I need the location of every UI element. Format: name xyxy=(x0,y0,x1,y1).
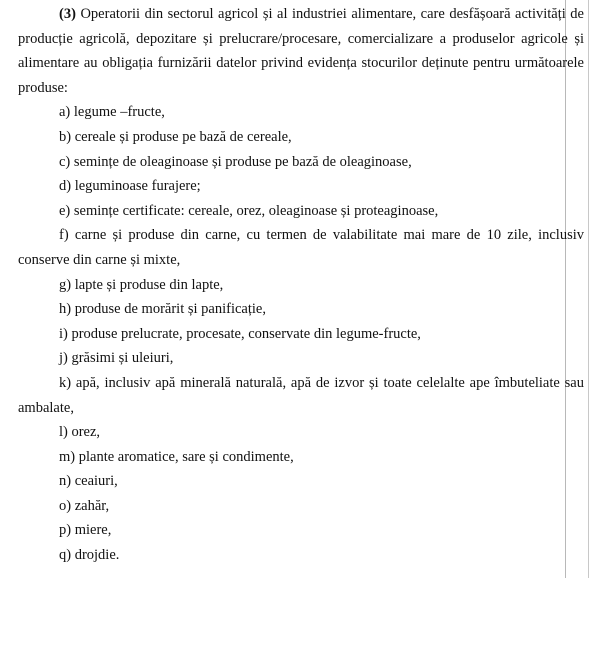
list-item-l: l) orez, xyxy=(59,424,101,441)
list-item-m: m) plante aromatice, sare și condimente, xyxy=(59,448,294,465)
list-item-o: o) zahăr, xyxy=(59,497,110,514)
list-item-e: e) semințe certificate: cereale, orez, oleaginoase și proteaginoase, xyxy=(59,202,439,219)
list-item-g: g) lapte și produse din lapte, xyxy=(59,276,224,293)
list-item-d: d) leguminoase furajere; xyxy=(59,178,201,195)
list-item-j: j) grăsimi și uleiuri, xyxy=(59,350,174,367)
document-page xyxy=(18,2,584,568)
list-item-c: c) semințe de oleaginoase și produse pe bază de oleaginoase, xyxy=(59,153,412,170)
list-item-p: p) miere, xyxy=(59,522,112,539)
scan-edge-line xyxy=(588,0,589,578)
list-item-q: q) drojdie. xyxy=(59,547,120,564)
list-item-k: k) apă, inclusiv apă minerală naturală, apă de izvor și toate celelalte ape îmbuteliate sau ambalate, xyxy=(18,374,584,416)
article-paragraph xyxy=(18,2,584,100)
list-item-n: n) ceaiuri, xyxy=(59,473,118,490)
list-item-h: h) produse de morărit și panificație, xyxy=(59,301,266,318)
list-item-f: f) carne și produse din carne, cu termen de valabilitate mai mare de 10 zile, inclusiv conserve din carne și mixte, xyxy=(18,227,584,268)
paragraph-number: (3) xyxy=(59,6,76,22)
list-item-b: b) cereale și produse pe bază de cereale, xyxy=(59,128,292,145)
list-item-a: a) legume –fructe, xyxy=(59,104,165,121)
list-item-i: i) produse prelucrate, procesate, conservate din legume-fructe, xyxy=(59,325,421,342)
paragraph-text: Operatorii din sectorul agricol și al industriei alimentare, care desfășoară activități de producție agricolă, depozitare și prelucrare/procesare, comercializare a produselor agricole și alimentare au obligația furnizării datelor privind evidența stocurilor deținute pentru următoarele produse: xyxy=(18,6,584,96)
